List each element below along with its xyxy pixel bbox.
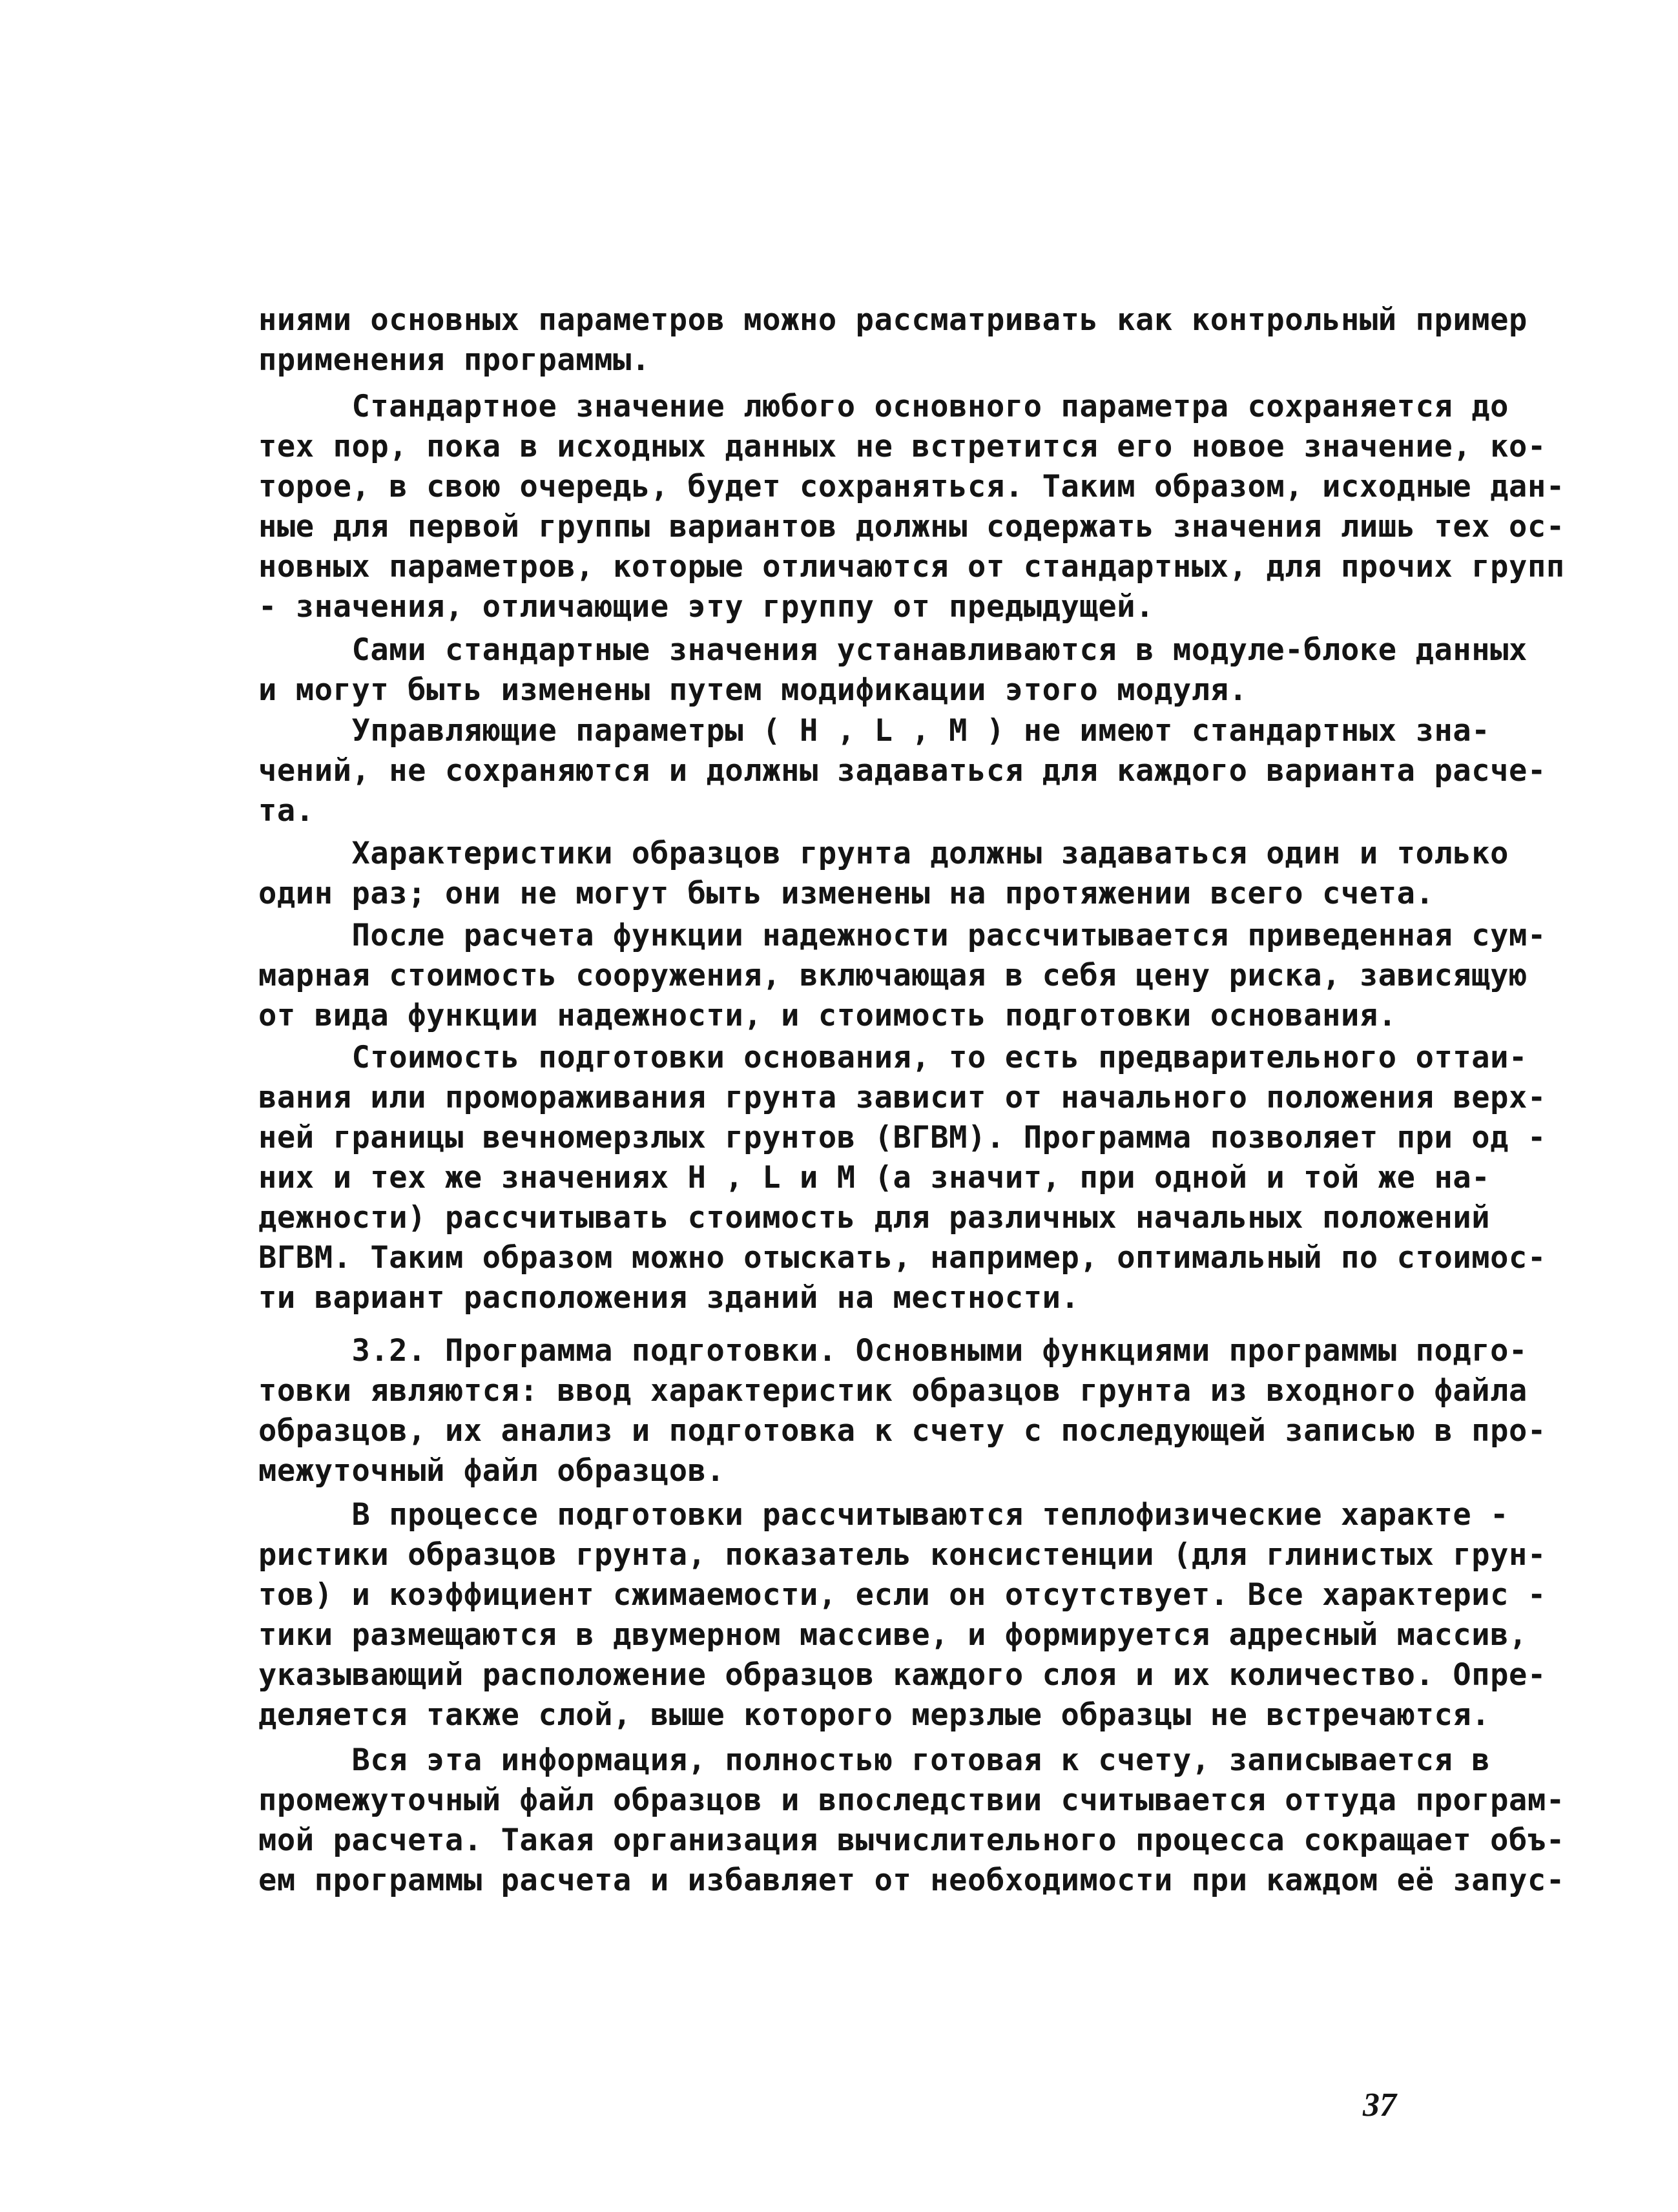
text-line: тех пор, пока в исходных данных не встретится его новое значение, ко- xyxy=(258,429,1546,464)
text-line: В процессе подготовки рассчитываются теплофизические характе - xyxy=(258,1497,1509,1533)
text-line: тов) и коэффициент сжимаемости, если он отсутствует. Все характерис - xyxy=(258,1577,1546,1613)
text-line: 3.2. Программа подготовки. Основными функциями программы подго- xyxy=(258,1333,1528,1369)
text-line: применения программы. xyxy=(258,342,650,378)
text-line: новных параметров, которые отличаются от стандартных, для прочих групп xyxy=(258,549,1565,584)
text-line: дежности) рассчитывать стоимость для различных начальных положений xyxy=(258,1200,1491,1235)
text-line: один раз; они не могут быть изменены на протяжении всего счета. xyxy=(258,876,1435,911)
text-line: та. xyxy=(258,793,315,829)
text-line: вания или промораживания грунта зависит от начального положения верх- xyxy=(258,1080,1546,1115)
text-line: товки являются: ввод характеристик образцов грунта из входного файла xyxy=(258,1373,1528,1409)
text-line: Стандартное значение любого основного параметра сохраняется до xyxy=(258,389,1509,424)
text-line: образцов, их анализ и подготовка к счету с последующей записью в про- xyxy=(258,1413,1546,1449)
text-line: После расчета функции надежности рассчитывается приведенная сум- xyxy=(258,918,1546,953)
text-line: Стоимость подготовки основания, то есть предварительного оттаи- xyxy=(258,1040,1528,1075)
text-line: ней границы вечномерзлых грунтов (ВГВМ). Программа позволяет при од - xyxy=(258,1120,1546,1155)
text-line: марная стоимость сооружения, включающая в себя цену риска, зависящую xyxy=(258,958,1528,993)
text-line: чений, не сохраняются и должны задаваться для каждого варианта расче- xyxy=(258,753,1546,789)
text-line: ные для первой группы вариантов должны содержать значения лишь тех ос- xyxy=(258,509,1565,544)
text-line: тики размещаются в двумерном массиве, и формируется адресный массив, xyxy=(258,1617,1528,1653)
text-line: ристики образцов грунта, показатель консистенции (для глинистых грун- xyxy=(258,1537,1546,1573)
text-line: Сами стандартные значения устанавливаются в модуле-блоке данных xyxy=(258,632,1528,668)
text-line: межуточный файл образцов. xyxy=(258,1453,725,1489)
text-line: ВГВМ. Таким образом можно отыскать, например, оптимальный по стоимос- xyxy=(258,1240,1546,1276)
page-number: 37 xyxy=(1363,2087,1396,2124)
text-line: Управляющие параметры ( H , L , M ) не имеют стандартных зна- xyxy=(258,713,1491,749)
text-line: - значения, отличающие эту группу от предыдущей. xyxy=(258,589,1155,625)
text-line: них и тех же значениях H , L и M (а значит, при одной и той же на- xyxy=(258,1160,1491,1195)
text-line: Характеристики образцов грунта должны задаваться один и только xyxy=(258,836,1509,871)
text-line: указывающий расположение образцов каждого слоя и их количество. Опре- xyxy=(258,1657,1546,1693)
text-line: промежуточный файл образцов и впоследствии считывается оттуда програм- xyxy=(258,1783,1565,1818)
text-line: ниями основных параметров можно рассматривать как контрольный пример xyxy=(258,302,1528,338)
text-line: от вида функции надежности, и стоимость подготовки основания. xyxy=(258,998,1397,1033)
text-line: ти вариант расположения зданий на местности. xyxy=(258,1280,1080,1316)
text-line: торое, в свою очередь, будет сохраняться. Таким образом, исходные дан- xyxy=(258,469,1565,504)
text-line: Вся эта информация, полностью готовая к счету, записывается в xyxy=(258,1742,1491,1778)
text-line: деляется также слой, выше которого мерзлые образцы не встречаются. xyxy=(258,1697,1491,1733)
text-line: и могут быть изменены путем модификации этого модуля. xyxy=(258,672,1248,708)
text-line: ем программы расчета и избавляет от необходимости при каждом её запус- xyxy=(258,1863,1565,1898)
text-line: мой расчета. Такая организация вычислительного процесса сокращает объ- xyxy=(258,1823,1565,1858)
